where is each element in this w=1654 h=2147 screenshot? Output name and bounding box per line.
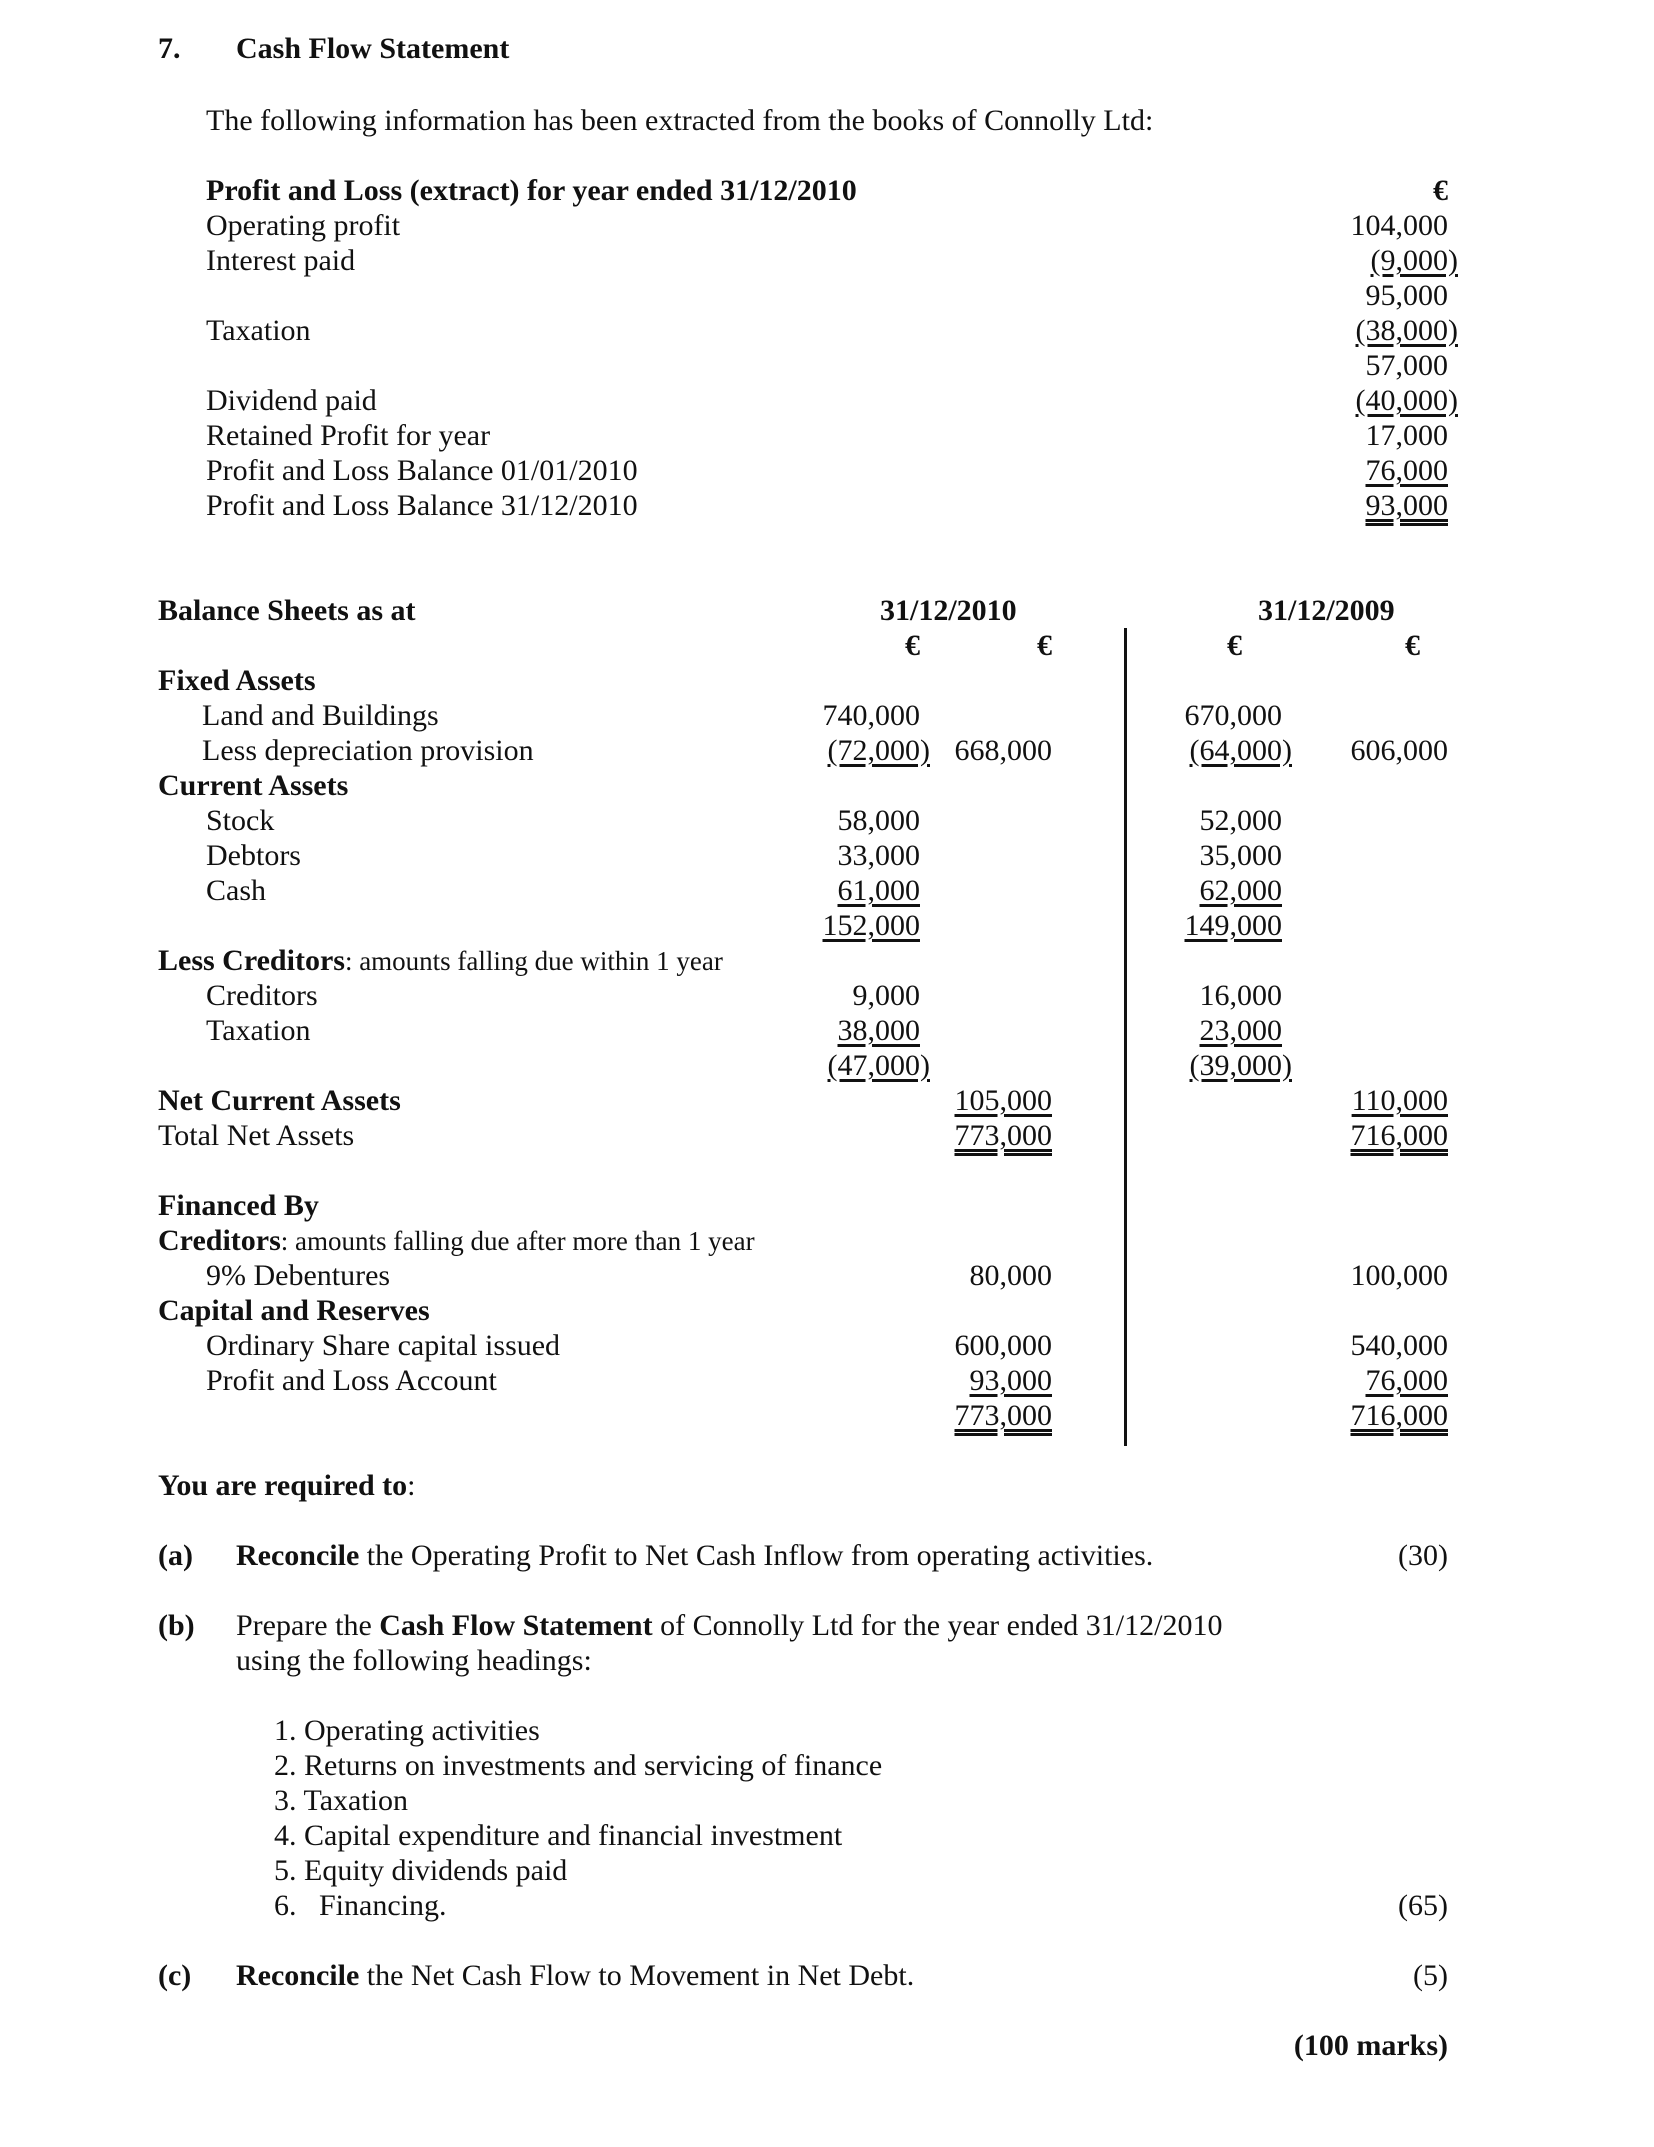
debentures-2009: 100,000 bbox=[1350, 1259, 1448, 1292]
creditors-2010: 9,000 bbox=[852, 979, 920, 1012]
less-creditors-bold: Less Creditors bbox=[158, 944, 345, 977]
pl-heading: Profit and Loss (extract) for year ended 31/12/2010 bbox=[206, 174, 857, 207]
part-a-letter: (a) bbox=[158, 1539, 193, 1572]
part-a-marks: (30) bbox=[1398, 1539, 1448, 1572]
fixed-net-2009: 606,000 bbox=[1350, 734, 1448, 767]
bs-currency: € bbox=[1405, 629, 1420, 662]
part-b-line2: using the following headings: bbox=[236, 1644, 592, 1677]
part-b-post: of Connolly Ltd for the year ended 31/12/2010 bbox=[652, 1609, 1223, 1642]
pl-value: 57,000 bbox=[1365, 349, 1448, 382]
pl-value: 95,000 bbox=[1365, 279, 1448, 312]
debtors-label: Debtors bbox=[206, 839, 301, 872]
creditors-label: Creditors bbox=[206, 979, 318, 1012]
pl-value: 76,000 bbox=[1365, 454, 1448, 487]
cash-label: Cash bbox=[206, 874, 266, 907]
land-2010: 740,000 bbox=[822, 699, 920, 732]
bs-date-2009: 31/12/2009 bbox=[1258, 594, 1395, 627]
current-liabilities-total-2009: (39,000) bbox=[1189, 1049, 1292, 1082]
part-c-marks: (5) bbox=[1413, 1959, 1448, 1992]
dep-label: Less depreciation provision bbox=[202, 734, 534, 767]
pl-value: (9,000) bbox=[1370, 244, 1458, 277]
part-b-bold: Cash Flow Statement bbox=[379, 1609, 653, 1642]
nca-2009: 110,000 bbox=[1351, 1084, 1448, 1117]
financed-total-2009: 716,000 bbox=[1350, 1399, 1448, 1432]
pl-label: Profit and Loss Balance 01/01/2010 bbox=[206, 454, 638, 487]
capital-reserves-heading: Capital and Reserves bbox=[158, 1294, 430, 1327]
part-b-pre: Prepare the bbox=[236, 1609, 380, 1642]
financed-by-heading: Financed By bbox=[158, 1189, 319, 1222]
tna-label: Total Net Assets bbox=[158, 1119, 355, 1152]
column-divider bbox=[1124, 628, 1127, 1446]
current-assets-heading: Current Assets bbox=[158, 769, 349, 802]
debentures-2010: 80,000 bbox=[969, 1259, 1052, 1292]
share-capital-2009: 540,000 bbox=[1350, 1329, 1448, 1362]
less-creditors-heading bbox=[158, 944, 723, 978]
current-assets-total-2010: 152,000 bbox=[822, 909, 920, 942]
pl-value: 104,000 bbox=[1350, 209, 1448, 242]
pl-label: Operating profit bbox=[206, 209, 401, 242]
taxation-label: Taxation bbox=[206, 1014, 311, 1047]
bs-heading: Balance Sheets as at bbox=[158, 594, 416, 627]
less-creditors-text: : amounts falling due within 1 year bbox=[344, 946, 723, 976]
current-assets-total-2009: 149,000 bbox=[1184, 909, 1282, 942]
financed-total-2010: 773,000 bbox=[954, 1399, 1052, 1432]
pl-value: 17,000 bbox=[1365, 419, 1448, 452]
fixed-net-2010: 668,000 bbox=[954, 734, 1052, 767]
land-label: Land and Buildings bbox=[202, 699, 439, 732]
nca-2010: 105,000 bbox=[954, 1084, 1052, 1117]
total-marks: (100 marks) bbox=[1293, 2029, 1448, 2062]
bs-date-2010: 31/12/2010 bbox=[880, 594, 1017, 627]
long-creditors-bold: Creditors bbox=[158, 1224, 281, 1257]
heading-list-item: 4. Capital expenditure and financial investment bbox=[274, 1819, 843, 1852]
part-c-letter: (c) bbox=[158, 1959, 192, 1992]
pl-label: Retained Profit for year bbox=[206, 419, 491, 452]
heading-list-item: 3. Taxation bbox=[274, 1784, 408, 1817]
pl-value: 93,000 bbox=[1365, 489, 1448, 522]
heading-list-item: 6. Financing. bbox=[274, 1889, 447, 1922]
heading-list-item: 1. Operating activities bbox=[274, 1714, 540, 1747]
required-heading-colon: : bbox=[407, 1469, 416, 1502]
fixed-assets-heading: Fixed Assets bbox=[158, 664, 316, 697]
pl-value: (38,000) bbox=[1355, 314, 1458, 347]
pl-label: Interest paid bbox=[206, 244, 356, 277]
taxation-2009: 23,000 bbox=[1199, 1014, 1282, 1047]
pl-account-2009: 76,000 bbox=[1365, 1364, 1448, 1397]
cash-2009: 62,000 bbox=[1199, 874, 1282, 907]
stock-2010: 58,000 bbox=[837, 804, 920, 837]
pl-account-label: Profit and Loss Account bbox=[206, 1364, 497, 1397]
part-a-text bbox=[236, 1539, 1153, 1573]
part-c-bold: Reconcile bbox=[236, 1959, 360, 1992]
pl-label: Taxation bbox=[206, 314, 311, 347]
debtors-2010: 33,000 bbox=[837, 839, 920, 872]
pl-currency: € bbox=[1433, 174, 1448, 207]
cash-2010: 61,000 bbox=[837, 874, 920, 907]
pl-value: (40,000) bbox=[1355, 384, 1458, 417]
question-number: 7. bbox=[158, 32, 181, 65]
share-capital-2010: 600,000 bbox=[954, 1329, 1052, 1362]
long-creditors-text: : amounts falling due after more than 1 year bbox=[280, 1226, 755, 1256]
part-b-text bbox=[236, 1609, 1222, 1643]
taxation-2010: 38,000 bbox=[837, 1014, 920, 1047]
part-c-rest: the Net Cash Flow to Movement in Net Debt. bbox=[359, 1959, 915, 1992]
long-creditors-heading bbox=[158, 1224, 755, 1258]
required-heading bbox=[158, 1469, 416, 1503]
tna-2009: 716,000 bbox=[1350, 1119, 1448, 1152]
debentures-label: 9% Debentures bbox=[206, 1259, 391, 1292]
bs-currency: € bbox=[1227, 629, 1242, 662]
pl-account-2010: 93,000 bbox=[969, 1364, 1052, 1397]
pl-label: Profit and Loss Balance 31/12/2010 bbox=[206, 489, 638, 522]
creditors-2009: 16,000 bbox=[1199, 979, 1282, 1012]
part-a-rest: the Operating Profit to Net Cash Inflow from operating activities. bbox=[359, 1539, 1154, 1572]
part-b-marks: (65) bbox=[1398, 1889, 1448, 1922]
part-a-bold: Reconcile bbox=[236, 1539, 360, 1572]
part-b-letter: (b) bbox=[158, 1609, 195, 1642]
heading-list-item: 5. Equity dividends paid bbox=[274, 1854, 568, 1887]
current-liabilities-total-2010: (47,000) bbox=[827, 1049, 930, 1082]
dep-2010: (72,000) bbox=[827, 734, 930, 767]
land-2009: 670,000 bbox=[1184, 699, 1282, 732]
pl-label: Dividend paid bbox=[206, 384, 377, 417]
bs-currency: € bbox=[905, 629, 920, 662]
tna-2010: 773,000 bbox=[954, 1119, 1052, 1152]
debtors-2009: 35,000 bbox=[1199, 839, 1282, 872]
question-title: Cash Flow Statement bbox=[236, 32, 510, 65]
required-heading-bold: You are required to bbox=[158, 1469, 408, 1502]
bs-currency: € bbox=[1037, 629, 1052, 662]
nca-label: Net Current Assets bbox=[158, 1084, 401, 1117]
heading-list-item: 2. Returns on investments and servicing of finance bbox=[274, 1749, 883, 1782]
share-capital-label: Ordinary Share capital issued bbox=[206, 1329, 561, 1362]
part-c-text bbox=[236, 1959, 914, 1993]
intro-text: The following information has been extracted from the books of Connolly Ltd: bbox=[206, 104, 1154, 137]
stock-label: Stock bbox=[206, 804, 275, 837]
dep-2009: (64,000) bbox=[1189, 734, 1292, 767]
stock-2009: 52,000 bbox=[1199, 804, 1282, 837]
